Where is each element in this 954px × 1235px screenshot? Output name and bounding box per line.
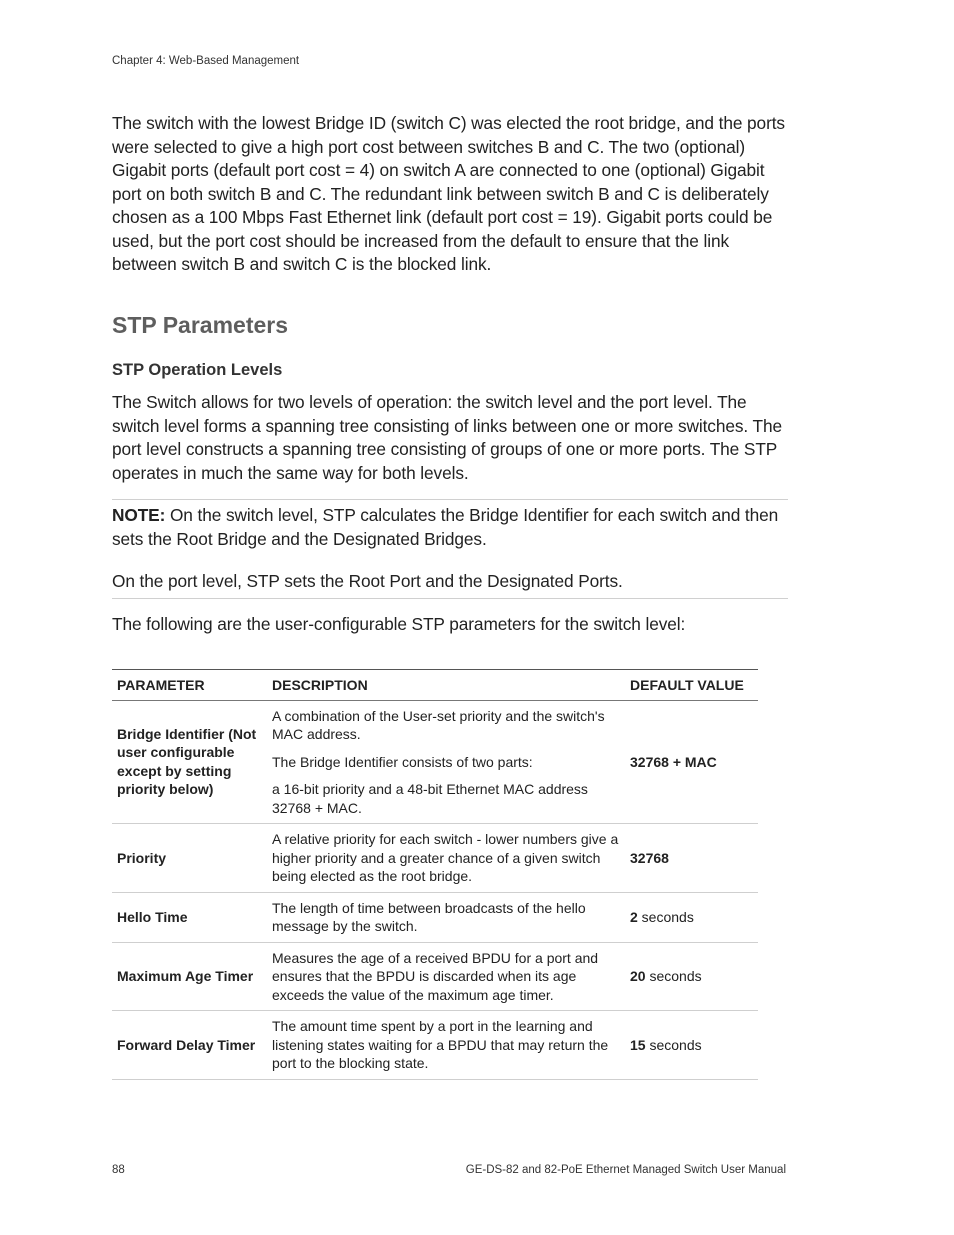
description-line: The Bridge Identifier consists of two parts: — [272, 753, 533, 770]
table-header-row — [112, 670, 758, 701]
header-description: DESCRIPTION — [267, 670, 625, 701]
default-value: 32768 + MAC — [630, 753, 717, 770]
note-label: NOTE: — [112, 505, 166, 525]
param-description: The length of time between broadcasts of the hello message by the switch. — [267, 892, 625, 942]
param-description: The amount time spent by a port in the learning and listening states waiting for a BPDU that may return the port to the blocking state. — [267, 1011, 625, 1080]
param-default — [625, 824, 758, 893]
note-second-paragraph: On the port level, STP sets the Root Port and the Designated Ports. — [112, 571, 623, 591]
header-parameter: PARAMETER — [112, 670, 267, 701]
levels-paragraph: The Switch allows for two levels of operation: the switch level and the port level. The switch level forms a spanning tree consisting of links between one or more switches. The port level constructs a spanning tree consisting of groups of one or more ports. The STP operates in much the same way for both levels. — [112, 392, 782, 483]
default-value: 32768 — [630, 849, 669, 866]
param-name: Hello Time — [112, 892, 267, 942]
note-text: On the switch level, STP calculates the Bridge Identifier for each switch and then sets the Root Bridge and the Designated Bridges. — [112, 505, 779, 549]
default-unit: seconds — [637, 908, 694, 925]
subsection-title: STP Operation Levels — [112, 361, 283, 379]
header-default-value: DEFAULT VALUE — [625, 670, 758, 701]
default-value: 20 — [630, 968, 646, 984]
table-row — [112, 892, 758, 942]
manual-title: GE-DS-82 and 82-PoE Ethernet Managed Switch User Manual — [465, 1164, 786, 1176]
table-row — [112, 1011, 758, 1080]
table-row — [112, 942, 758, 1011]
param-description: Measures the age of a received BPDU for a port and ensures that the BPDU is discarded when its age exceeds the value of the maximum age timer. — [267, 942, 625, 1011]
table-row — [112, 824, 758, 893]
note-paragraph — [112, 504, 788, 551]
param-name: Forward Delay Timer — [112, 1011, 267, 1080]
intro-paragraph: The switch with the lowest Bridge ID (switch C) was elected the root bridge, and the ports were selected to give a high port cost between switches B and C. The two (optional) Gigabit ports (default port cost = 4) on switch A are connected to one (optional) Gigabit port on both switch B and C. The redundant link between switch B and C is deliberately chosen as a 100 Mbps Fast Ethernet link (default port cost = 19). Gigabit ports could be used, but the port cost should be increased from the default to ensure that the link between switch B and switch C is the blocked link. — [112, 113, 785, 274]
note-top-rule — [112, 499, 788, 500]
page-number: 88 — [112, 1164, 125, 1176]
default-unit: seconds — [645, 968, 702, 984]
param-default — [625, 1011, 758, 1080]
description-line: A combination of the User-set priority and the switch's MAC address. — [272, 707, 605, 742]
table-row — [112, 700, 758, 824]
param-default — [625, 892, 758, 942]
param-name: Bridge Identifier (Not user configurable except by setting priority below) — [112, 700, 267, 824]
note-bottom-rule — [112, 598, 788, 599]
param-name: Maximum Age Timer — [112, 942, 267, 1011]
param-name: Priority — [112, 824, 267, 893]
param-default — [625, 942, 758, 1011]
description-line: a 16-bit priority and a 48-bit Ethernet MAC address 32768 + MAC. — [272, 781, 588, 816]
stp-parameters-table — [112, 669, 758, 1080]
default-value: 15 — [630, 1036, 646, 1053]
param-default — [625, 700, 758, 824]
table-intro: The following are the user-configurable STP parameters for the switch level: — [112, 614, 686, 634]
default-value: 2 — [630, 908, 638, 925]
param-description — [267, 700, 625, 824]
default-unit: seconds — [645, 1036, 702, 1053]
section-title: STP Parameters — [112, 312, 289, 338]
param-description: A relative priority for each switch - lower numbers give a higher priority and a greater chance of a given switch being elected as the root bridge. — [267, 824, 625, 893]
running-header: Chapter 4: Web-Based Management — [112, 55, 300, 67]
